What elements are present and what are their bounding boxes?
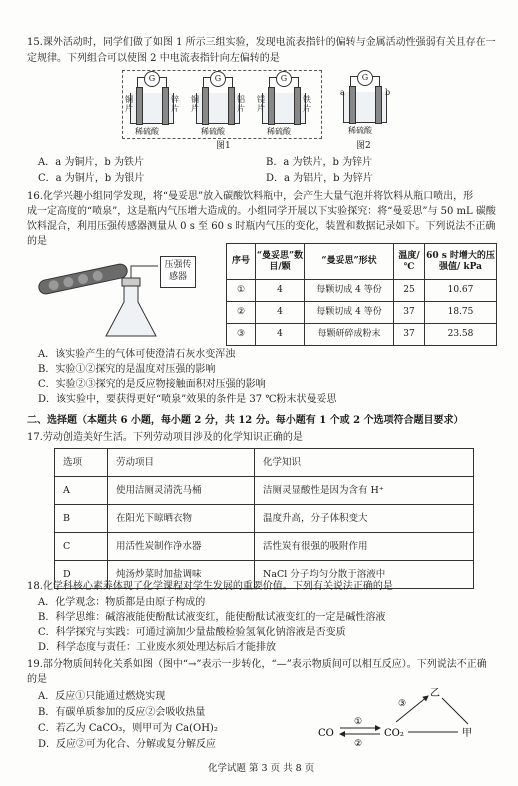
q16-table: 序号 “曼妥思”数目/颗 “曼妥思”形状 温度/ ℃ 60 s 时增大的压强值/ kPa ① 4 每颗切成 4 等份 25 10.67 ② 4 每颗切成 4 等份 37 18.75 ③ 4 每颗研碎成粉末 37 23.58 xyxy=(226,243,497,346)
q16-stem-line2: 成一定高度的“喷泉”，这是瓶内气压增大造成的。小组同学开展以下实验探究：将“曼妥思”与 50 mL 碳酸 xyxy=(27,206,496,217)
ammeter-icon: G xyxy=(276,71,292,87)
q18-option-b: B．科学思维：碱溶液能使酚酞试液变红，能使酚酞试液变红的一定是碱性溶液 xyxy=(38,612,386,623)
q16-stem-line1: 16.化学兴趣小组同学发现，将“曼妥思”放入碳酸饮料瓶中，会产生大量气泡并将饮料从瓶口喷出，形 xyxy=(27,191,474,202)
co2-label: CO₂ xyxy=(384,728,404,739)
q19-option-c: C．若乙为 CaCO₃，则甲可为 Ca(OH)₂ xyxy=(38,723,218,734)
ammeter-icon: G xyxy=(144,71,160,87)
q19-option-d: D．反应②可为化合、分解或复分解反应 xyxy=(38,739,217,750)
q15-option-c: C．a 为铜片，b 为银片 xyxy=(38,173,145,184)
table-row: ③ 4 每颗研碎成粉末 37 23.58 xyxy=(227,324,497,346)
table-row: D 炖汤炒菜时加盐调味 NaCl 分子均匀分散于溶液中 xyxy=(55,561,474,589)
q16-option-c: C．实验②③探究的是反应物接触面积对压强的影响 xyxy=(38,379,266,390)
q19-option-a: A．反应①只能通过燃烧实现 xyxy=(38,691,166,702)
q16-option-d: D．该实验中，要获得更好“喷泉”效果的条件是 37 ℃粉末状曼妥思 xyxy=(38,394,337,405)
table-row: ② 4 每颗切成 4 等份 37 18.75 xyxy=(227,302,497,324)
q16-stem-line3: 饮料混合，利用压强传感器测量从 0 s 至 60 s 时瓶内气压的变化，装置和数据记录如下。下列说法不正确 xyxy=(27,221,496,232)
table-row: B 在阳光下晾晒衣物 温度升高，分子体积变大 xyxy=(55,505,474,533)
q19-conversion-diagram xyxy=(318,684,498,750)
q17-table: 选项 劳动项目 化学知识 A 使用洁厕灵清洗马桶 洁厕灵显酸性是因为含有 H⁺ B 在阳光下晾晒衣物 温度升高，分子体积变大 C 用活性炭制作净水器 活性炭有很强的吸附作用 D 炖汤炒菜时加盐调味 NaCl 分子均匀分散于溶液中 xyxy=(54,448,474,589)
q17-stem: 17.劳动创造美好生活。下列劳动项目涉及的化学知识正确的是 xyxy=(27,432,303,443)
q16-option-b: B．实验①②探究的是温度对压强的影响 xyxy=(38,364,216,375)
q19-option-b: B．有碳单质参加的反应②会吸收热量 xyxy=(38,707,206,718)
yi-label: 乙 xyxy=(430,688,440,699)
table-row: ① 4 每颗切成 4 等份 25 10.67 xyxy=(227,280,497,302)
q16-stem-line4: 的是 xyxy=(27,236,47,247)
q15-stem-line1: 15.课外活动时，同学们做了如图 1 所示三组实验，发现电流表指针的偏转与金属活动性强弱有关且存在一 xyxy=(27,37,496,48)
q15-stem-line2: 定规律。下列组合可以使图 2 中电流表指针向左偏转的是 xyxy=(27,53,280,64)
co-label: CO xyxy=(318,728,334,739)
q19-stem-line1: 19.部分物质间转化关系如图（图中“→”表示一步转化，“—”表示物质间可以相互反应）。下列说法不正确 xyxy=(27,659,487,670)
q19-stem-line2: 的是 xyxy=(27,674,47,685)
ammeter-icon: G xyxy=(210,71,226,87)
q18-option-a: A．化学观念：物质都是由原子构成的 xyxy=(38,597,206,608)
fig1-caption: 图1 xyxy=(216,141,231,151)
page-footer: 化学试题 第 3 页 共 8 页 xyxy=(208,763,315,774)
q16-option-a: A．该实验产生的气体可使澄清石灰水变浑浊 xyxy=(38,349,236,360)
table-row: C 用活性炭制作净水器 活性炭有很强的吸附作用 xyxy=(55,533,474,561)
pressure-sensor-box: 压强传感器 xyxy=(160,256,196,288)
q18-option-d: D．科学态度与责任：工业废水须处理达标后才能排放 xyxy=(38,642,277,653)
q15-option-a: A．a 为铜片，b 为铁片 xyxy=(38,157,144,168)
table-row: A 使用洁厕灵清洗马桶 洁厕灵显酸性是因为含有 H⁺ xyxy=(55,477,474,505)
reaction-2-label: ② xyxy=(354,739,363,749)
q18-stem: 18.化学科核心素养体现了化学课程对学生发展的重要价值。下列有关说法正确的是 xyxy=(27,581,393,592)
fig2-caption: 图2 xyxy=(356,141,371,151)
q18-option-c: C．科学探究与实践：可通过滴加少量盐酸检验氢氧化钠溶液是否变质 xyxy=(38,627,346,638)
q15-option-d: D．a 为铝片，b 为锌片 xyxy=(266,173,373,184)
q15-figure2: G a b 稀硫酸 xyxy=(336,70,396,137)
q15-figure1: G 铜片 锌片 稀硫酸 G 铜片 铝片 稀硫酸 G 镁片 铁片 稀硫酸 xyxy=(122,70,322,139)
ammeter-icon: G xyxy=(357,70,373,86)
section-2-heading: 二、选择题（本题共 6 小题，每小题 2 分，共 12 分。每小题有 1 个或 2 个选项符合题目要求） xyxy=(27,415,464,426)
reaction-1-label: ① xyxy=(354,717,363,727)
q15-option-b: B．a 为铁片，b 为锌片 xyxy=(266,157,373,168)
reaction-3-label: ③ xyxy=(398,699,407,709)
jia-label: 甲 xyxy=(462,728,472,739)
